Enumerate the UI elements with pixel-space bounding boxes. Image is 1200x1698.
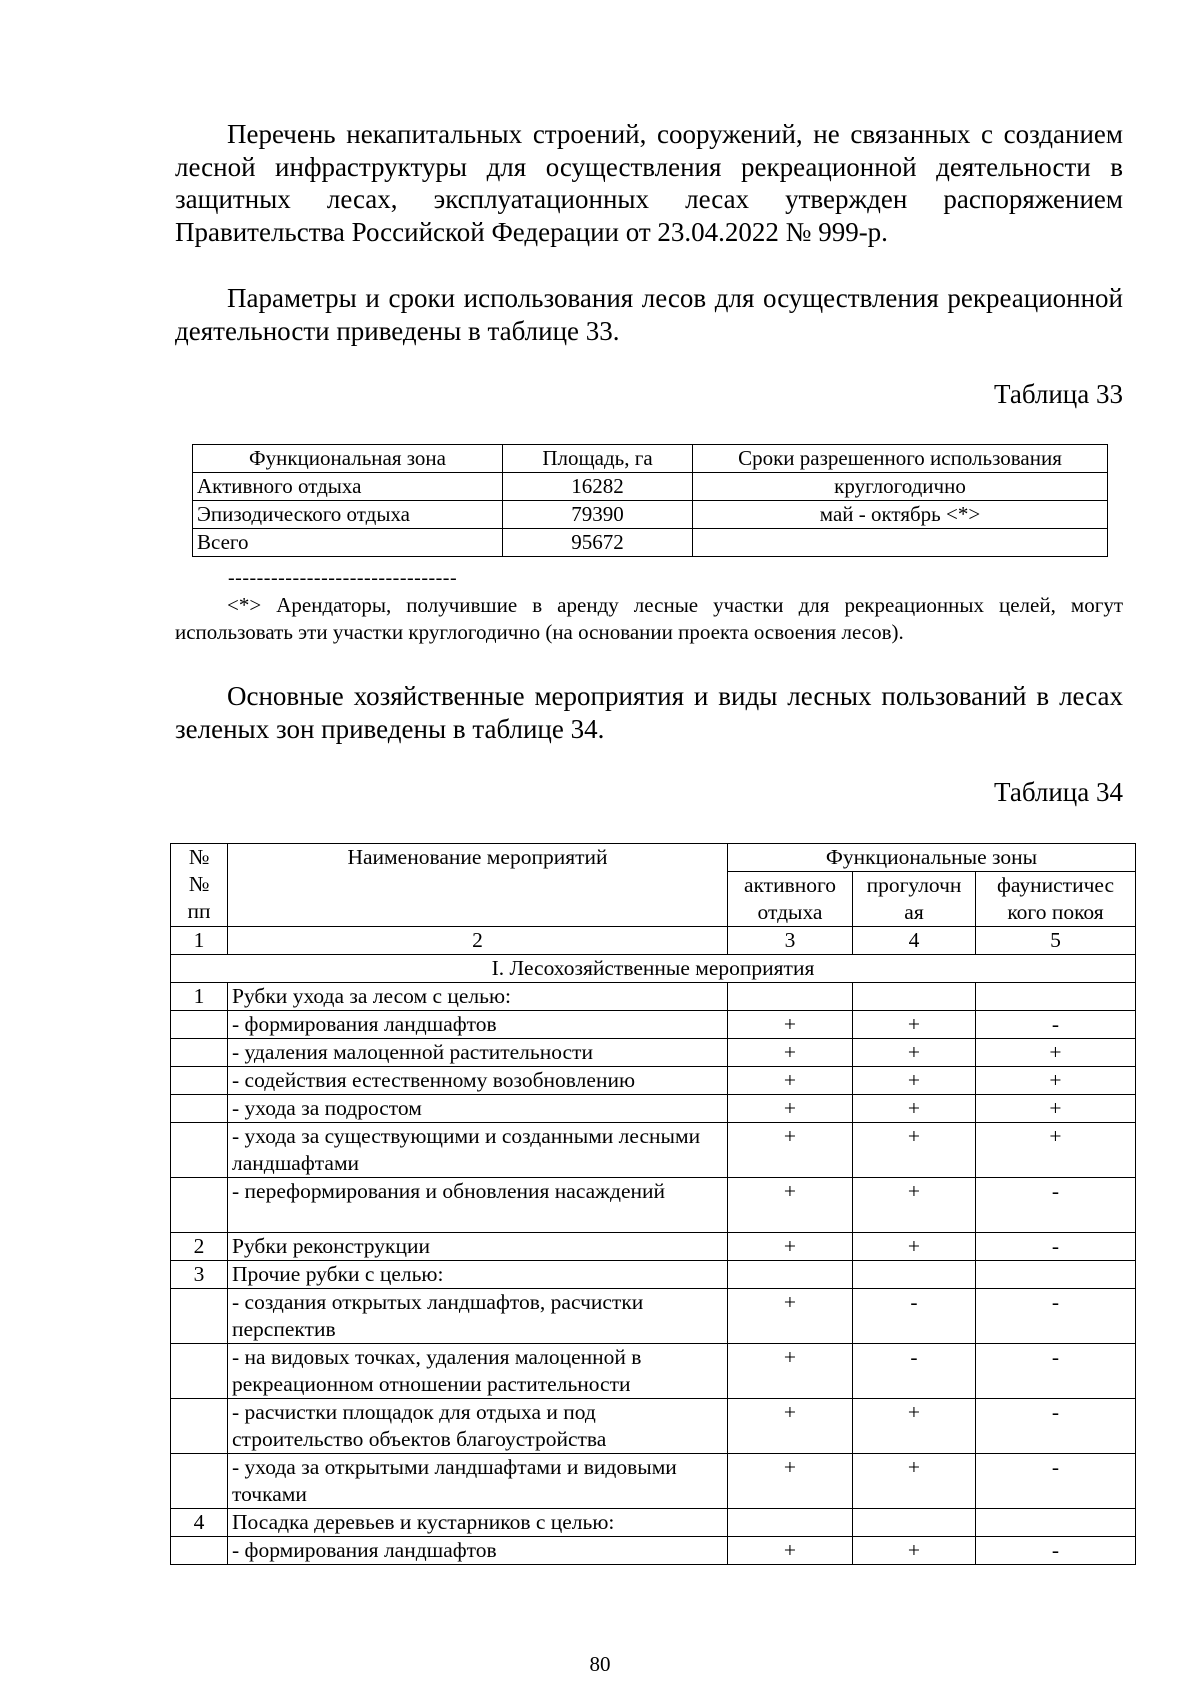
row-number-cell [171, 1537, 228, 1565]
table-row [171, 1233, 1136, 1261]
zone-walking-cell: + [853, 1537, 976, 1565]
row-number-cell [171, 1067, 228, 1095]
zone-active-cell: + [728, 1233, 853, 1261]
zone-walking-cell: + [853, 1011, 976, 1039]
row-number-cell [171, 1344, 228, 1399]
table-row [171, 1095, 1136, 1123]
zone-cell: Активного отдыха [193, 473, 503, 501]
zone-active-cell: + [728, 1344, 853, 1399]
row-number-cell [171, 1095, 228, 1123]
header-name-cell: Наименование мероприятий [228, 844, 728, 927]
area-cell: 95672 [503, 529, 693, 557]
column-number: 2 [228, 927, 728, 955]
zone-cell: Эпизодического отдыха [193, 501, 503, 529]
terms-cell [693, 529, 1108, 557]
row-number-cell: 2 [171, 1233, 228, 1261]
table33-header-area: Площадь, га [503, 445, 693, 473]
zone-faunal-cell: - [976, 1011, 1136, 1039]
zone-walking-cell: + [853, 1178, 976, 1233]
zone-faunal-cell: - [976, 1537, 1136, 1565]
zone-active-cell: + [728, 1067, 853, 1095]
column-number: 3 [728, 927, 853, 955]
section-title: I. Лесохозяйственные мероприятия [171, 955, 1136, 983]
activity-name-cell: Посадка деревьев и кустарников с целью: [228, 1509, 728, 1537]
table34 [170, 843, 1136, 1565]
zone-walking-cell [853, 1261, 976, 1289]
zone-faunal-cell [976, 1509, 1136, 1537]
zone-faunal-cell: - [976, 1289, 1136, 1344]
zone-walking-cell: + [853, 1095, 976, 1123]
zone-active-cell: + [728, 1454, 853, 1509]
activity-name-cell: - создания открытых ландшафтов, расчистки перспектив [228, 1289, 728, 1344]
activity-name-cell: Прочие рубки с целью: [228, 1261, 728, 1289]
zone-active-cell: + [728, 1123, 853, 1178]
activity-name-cell: - ухода за открытыми ландшафтами и видовыми точками [228, 1454, 728, 1509]
footnote: <*> Арендаторы, получившие в аренду лесные участки для рекреационных целей, могут использовать эти участки круглогодично (на основании проекта освоения лесов). [175, 593, 1123, 644]
table-row [171, 1039, 1136, 1067]
zone-header-line: ая [904, 900, 924, 924]
zone-header-faunal [976, 872, 1136, 927]
zone-walking-cell [853, 983, 976, 1011]
zone-faunal-cell: + [976, 1123, 1136, 1178]
zone-header-line: отдыха [757, 900, 823, 924]
header-num-line: № [188, 872, 210, 896]
column-number: 5 [976, 927, 1136, 955]
column-number: 1 [171, 927, 228, 955]
row-number-cell: 3 [171, 1261, 228, 1289]
table-row [193, 473, 1108, 501]
zone-active-cell [728, 1261, 853, 1289]
table34-section-row [171, 955, 1136, 983]
table34-header-row [171, 844, 1136, 872]
zone-faunal-cell: - [976, 1399, 1136, 1454]
zone-active-cell: + [728, 1537, 853, 1565]
zone-cell: Всего [193, 529, 503, 557]
table-row [171, 1289, 1136, 1344]
activity-name-cell: - содействия естественному возобновлению [228, 1067, 728, 1095]
header-num-cell [171, 844, 228, 927]
row-number-cell [171, 1289, 228, 1344]
header-num-line: № [188, 845, 210, 869]
terms-cell: круглогодично [693, 473, 1108, 501]
area-cell: 16282 [503, 473, 693, 501]
row-number-cell: 4 [171, 1509, 228, 1537]
activity-name-cell: - расчистки площадок для отдыха и под строительство объектов благоустройства [228, 1399, 728, 1454]
activity-name-cell: - ухода за существующими и созданными лесными ландшафтами [228, 1123, 728, 1178]
zone-faunal-cell: - [976, 1233, 1136, 1261]
table33-header-zone: Функциональная зона [193, 445, 503, 473]
activity-name-cell: - на видовых точках, удаления малоценной в рекреационном отношении растительности [228, 1344, 728, 1399]
table-row [171, 1454, 1136, 1509]
zone-walking-cell: + [853, 1233, 976, 1261]
table33-header-row [193, 445, 1108, 473]
table-row [193, 529, 1108, 557]
zone-header-line: активного [743, 873, 837, 897]
area-cell: 79390 [503, 501, 693, 529]
table34-caption: Таблица 34 [994, 777, 1123, 807]
table-row [171, 1344, 1136, 1399]
zone-active-cell: + [728, 1289, 853, 1344]
zone-walking-cell: + [853, 1067, 976, 1095]
table-row [171, 1399, 1136, 1454]
activity-name-cell: - формирования ландшафтов [228, 1011, 728, 1039]
column-number: 4 [853, 927, 976, 955]
zone-header-line: прогулочн [866, 873, 962, 897]
terms-cell: май - октябрь <*> [693, 501, 1108, 529]
zone-header-line: фаунистичес [996, 873, 1115, 897]
intro-paragraph: Перечень некапитальных строений, сооружений, не связанных с созданием лесной инфраструктуры для осуществления рекреационной деятельности в защитных лесах, эксплуатационных лесах утвержден распоряжением Правительства Российской Федерации от 23.04.2022 № 999-р. [175, 119, 1123, 247]
zone-faunal-cell [976, 983, 1136, 1011]
table-row [171, 1509, 1136, 1537]
zone-header-line: кого покоя [1007, 900, 1104, 924]
table-row [193, 501, 1108, 529]
activity-name-cell: - ухода за подростом [228, 1095, 728, 1123]
row-number-cell [171, 1123, 228, 1178]
activity-name-cell: - удаления малоценной растительности [228, 1039, 728, 1067]
row-number-cell [171, 1178, 228, 1233]
header-zones-cell: Функциональные зоны [728, 844, 1136, 872]
header-num-line: пп [187, 899, 211, 923]
params-paragraph: Параметры и сроки использования лесов для осуществления рекреационной деятельности приведены в таблице 33. [175, 283, 1123, 346]
table34-column-numbers-row [171, 927, 1136, 955]
zone-faunal-cell [976, 1261, 1136, 1289]
activity-name-cell: - переформирования и обновления насаждений [228, 1178, 728, 1233]
row-number-cell [171, 1039, 228, 1067]
row-number-cell: 1 [171, 983, 228, 1011]
activity-name-cell: Рубки ухода за лесом с целью: [228, 983, 728, 1011]
zone-header-active [728, 872, 853, 927]
table-row [171, 1537, 1136, 1565]
zone-faunal-cell: + [976, 1095, 1136, 1123]
zone-active-cell: + [728, 1095, 853, 1123]
table33-header-terms: Сроки разрешенного использования [693, 445, 1108, 473]
table-row [171, 1011, 1136, 1039]
row-number-cell [171, 1399, 228, 1454]
zone-walking-cell: + [853, 1039, 976, 1067]
zone-faunal-cell: - [976, 1344, 1136, 1399]
zone-faunal-cell: + [976, 1039, 1136, 1067]
zone-walking-cell [853, 1509, 976, 1537]
page-number: 80 [589, 1652, 611, 1676]
table-row [171, 983, 1136, 1011]
main-paragraph: Основные хозяйственные мероприятия и виды лесных пользований в лесах зеленых зон приведены в таблице 34. [175, 681, 1123, 744]
zone-walking-cell: - [853, 1344, 976, 1399]
zone-faunal-cell: - [976, 1454, 1136, 1509]
table33 [192, 444, 1108, 557]
table-row [171, 1178, 1136, 1233]
table-row [171, 1067, 1136, 1095]
zone-active-cell: + [728, 1039, 853, 1067]
zone-active-cell [728, 983, 853, 1011]
zone-active-cell [728, 1509, 853, 1537]
table-row [171, 1261, 1136, 1289]
zone-active-cell: + [728, 1178, 853, 1233]
zone-walking-cell: + [853, 1399, 976, 1454]
activity-name-cell: - формирования ландшафтов [228, 1537, 728, 1565]
zone-faunal-cell: + [976, 1067, 1136, 1095]
table33-caption: Таблица 33 [994, 379, 1123, 409]
zone-active-cell: + [728, 1399, 853, 1454]
row-number-cell [171, 1011, 228, 1039]
zone-header-walking [853, 872, 976, 927]
activity-name-cell: Рубки реконструкции [228, 1233, 728, 1261]
zone-walking-cell: + [853, 1454, 976, 1509]
footnote-separator: -------------------------------- [228, 567, 458, 589]
table-row [171, 1123, 1136, 1178]
zone-walking-cell: - [853, 1289, 976, 1344]
zone-walking-cell: + [853, 1123, 976, 1178]
zone-faunal-cell: - [976, 1178, 1136, 1233]
row-number-cell [171, 1454, 228, 1509]
zone-active-cell: + [728, 1011, 853, 1039]
